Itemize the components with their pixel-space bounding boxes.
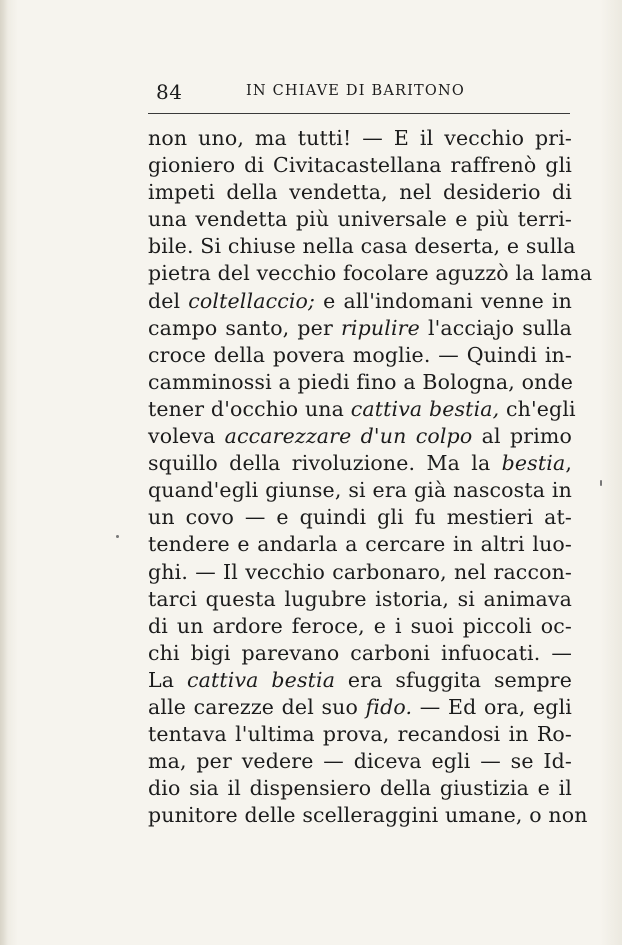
text-line [148,233,576,260]
text-line [148,721,572,748]
text-line [148,504,572,531]
text-line [148,802,588,829]
text-line [148,423,572,450]
italic-text: cattiva bestia, [350,396,500,421]
text-line [148,396,576,423]
italic-text: cattiva bestia [186,667,336,692]
body-text [148,125,593,829]
text-line [148,125,572,152]
page-header [148,80,570,106]
text-run: campo santo, per [148,315,341,340]
header-rule [148,113,570,114]
text-run: punitore delle scelleraggini umane, o non [148,803,588,828]
italic-text: coltellaccio; [188,288,316,313]
text-run: ghi. — Il vecchio carbonaro, nel raccon- [148,559,572,584]
text-line [148,559,572,586]
text-run: voleva [148,424,225,449]
italic-text: bestia [501,451,566,476]
text-run: impeti della vendetta, nel desiderio di [148,180,572,205]
text-line [148,667,572,694]
text-line [148,369,572,396]
text-run: ma, per vedere — diceva egli — se Id- [148,749,572,774]
text-line [148,315,572,342]
text-run: una vendetta più universale e più terri- [148,207,572,232]
italic-text: fido. [365,694,413,719]
text-run: gioniero di Civitacastellana raffrenò gli [148,153,572,178]
text-line [148,152,572,179]
spine-shadow [0,0,8,945]
text-run: non uno, ma tutti! — E il vecchio pri- [148,126,572,150]
text-line [148,206,572,233]
text-run: bile. Si chiuse nella casa deserta, e sulla [148,234,576,259]
print-speck [116,535,119,538]
text-line [148,613,572,640]
text-run: pietra del vecchio focolare aguzzò la lama [148,261,593,286]
text-run: La [148,667,187,692]
text-line [148,775,572,802]
page-number: 84 [156,80,183,104]
text-line [148,450,572,477]
text-line [148,260,593,287]
text-run: del [148,288,189,313]
text-run: ch'egli [499,396,576,421]
text-line [148,179,572,206]
text-run: quand'egli giunse, si era già nascosta in [148,478,572,503]
text-line [148,288,572,315]
text-run: tendere e andarla a cercare in altri luo- [148,532,572,557]
text-run: croce della povera moglie. — Quindi in- [148,342,572,367]
text-run: tener d'occhio una [148,396,351,421]
text-line [148,477,572,504]
text-line [148,586,572,613]
text-run: camminossi a piedi fino a Bologna, onde [148,369,574,394]
text-run: un covo — e quindi gli fu mestieri at- [148,505,572,530]
text-run: alle carezze del suo [148,694,366,719]
text-run: — Ed ora, egli [412,694,572,719]
text-line [148,342,572,369]
text-run: tarci questa lugubre istoria, si animava [148,586,572,611]
text-line [148,694,572,721]
text-line [148,748,572,775]
print-speck [600,480,602,486]
running-title: IN CHIAVE DI BARITONO [246,83,465,99]
text-line [148,640,572,667]
text-run: tentava l'ultima prova, recandosi in Ro- [148,722,572,747]
text-run: era sfuggita sempre [335,667,572,692]
text-run: e all'indomani venne in [315,288,572,313]
text-run: squillo della rivoluzione. Ma la [148,451,502,476]
text-line [148,531,572,558]
text-run: , [565,451,572,476]
italic-text: ripulire [340,315,420,340]
text-run: l'acciajo sulla [419,315,572,340]
text-run: di un ardore feroce, e i suoi piccoli oc- [148,613,572,638]
text-run: al primo [472,424,573,449]
text-run: dio sia il dispensiero della giustizia e il [148,776,572,801]
italic-text: accarezzare d'un colpo [224,424,473,449]
text-run: chi bigi parevano carboni infuocati. — [148,640,572,665]
